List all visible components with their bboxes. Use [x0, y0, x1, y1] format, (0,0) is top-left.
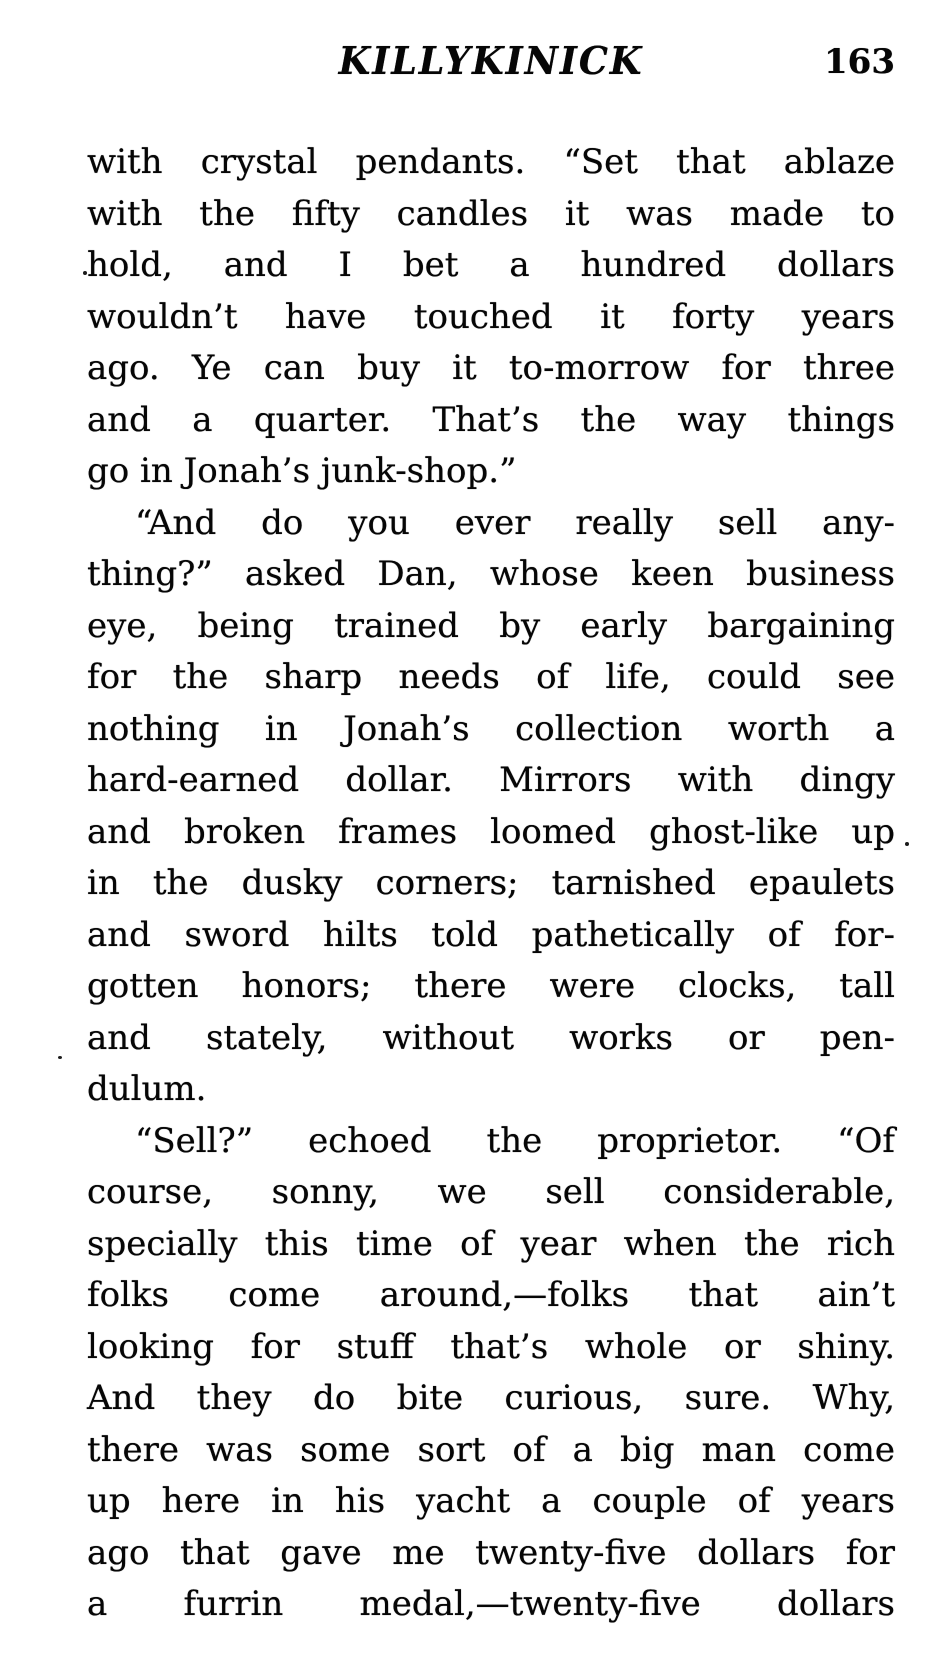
text-line: ago. Ye can buy it to-morrow for three [87, 348, 895, 388]
text-line: eye, being trained by early bargaining [87, 605, 895, 646]
text-line: dulum. [87, 1069, 207, 1109]
text-line: specially this time of year when the rich [87, 1223, 895, 1264]
body-text [87, 137, 895, 1631]
text-line: and broken frames loomed ghost-like up [87, 811, 895, 852]
text-line: nothing in Jonah’s collection worth a [87, 708, 895, 749]
text-line: And they do bite curious, sure. Why, [87, 1378, 895, 1418]
text-line: in the dusky corners; tarnished epaulets [87, 863, 895, 903]
text-line: course, sonny, we sell considerable, [87, 1172, 895, 1212]
text-line: up here in his yacht a couple of years [87, 1481, 895, 1521]
text-line: and sword hilts told pathetically of for- [87, 914, 895, 955]
page-title: KILLYKINICK [338, 38, 644, 83]
text-line: a furrin medal,—twenty-five dollars [87, 1584, 895, 1624]
ink-speck [83, 271, 87, 275]
page-number: 163 [824, 42, 895, 82]
text-line: and a quarter. That’s the way things [87, 399, 895, 440]
text-line: gotten honors; there were clocks, tall [87, 966, 895, 1006]
text-line: looking for stuff that’s whole or shiny. [87, 1326, 895, 1367]
text-line: ago that gave me twenty-five dollars for [87, 1532, 895, 1573]
text-line: and stately, without works or pen- [87, 1017, 895, 1058]
ink-speck [905, 842, 909, 846]
text-line: for the sharp needs of life, could see [87, 657, 895, 697]
text-line: “And do you ever really sell any- [135, 502, 895, 543]
text-line: “Sell?” echoed the proprietor. “Of [135, 1120, 895, 1161]
text-line: hold, and I bet a hundred dollars [87, 245, 895, 285]
text-line: with crystal pendants. “Set that ablaze [87, 142, 895, 182]
ink-speck [58, 1056, 62, 1059]
running-head [87, 0, 895, 100]
text-line: folks come around,—folks that ain’t [87, 1275, 895, 1315]
text-line: wouldn’t have touched it forty years [87, 296, 895, 337]
text-line: go in Jonah’s junk-shop.” [87, 451, 517, 491]
text-line: there was some sort of a big man come [87, 1429, 895, 1470]
text-line: with the fifty candles it was made to [87, 193, 895, 234]
text-line: hard-earned dollar. Mirrors with dingy [87, 760, 895, 800]
text-line: thing?” asked Dan, whose keen business [87, 554, 895, 594]
